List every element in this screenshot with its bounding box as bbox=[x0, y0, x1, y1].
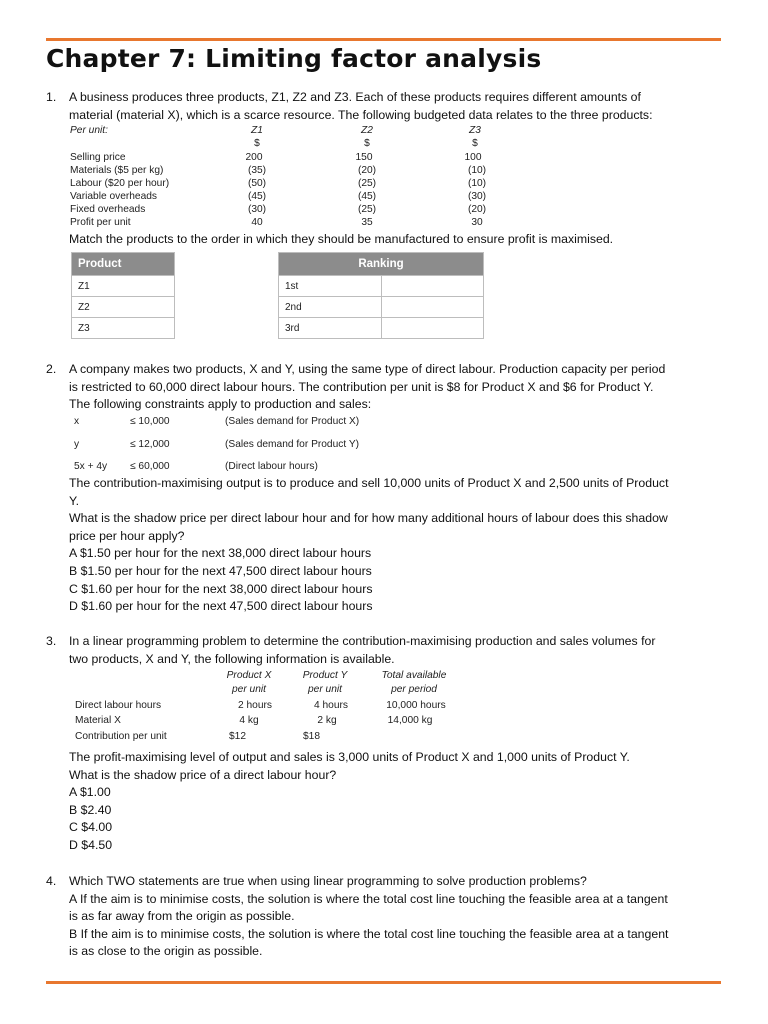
q3-cell: 14,000 kg bbox=[387, 715, 433, 726]
q4-option-b[interactable] bbox=[69, 926, 717, 961]
q2-option-d[interactable]: D $1.60 per hour for the next 47,500 direct labour hours bbox=[69, 599, 373, 614]
q3-row-label: Direct labour hours bbox=[75, 700, 162, 711]
q1-col-z3: Z3 bbox=[469, 125, 481, 136]
q2-line7: price per hour apply? bbox=[69, 528, 185, 543]
q1-cell: (45) bbox=[357, 191, 377, 202]
q1-intro-line2: material (material X), which is a scarce resource. The following budgeted data relates to the three products: bbox=[69, 107, 653, 122]
q1-cell: (45) bbox=[247, 191, 267, 202]
q1-product-table bbox=[71, 252, 175, 339]
q3-header: Total available bbox=[381, 670, 447, 681]
ranking-cell: 1st bbox=[279, 276, 382, 297]
q4-option-b-line2: is as close to the origin as possible. bbox=[69, 944, 263, 959]
product-cell: Z1 bbox=[72, 276, 175, 297]
q1-cell: (25) bbox=[357, 204, 377, 215]
q4-line1: Which TWO statements are true when using linear programming to solve production problems? bbox=[69, 874, 587, 888]
q1-row-label: Fixed overheads bbox=[70, 204, 146, 215]
q2-number: 2. bbox=[46, 362, 57, 376]
q1-cell: 30 bbox=[471, 217, 483, 228]
q3-header: Product X bbox=[226, 670, 272, 681]
q2-option-b[interactable]: B $1.50 per hour for the next 47,500 direct labour hours bbox=[69, 563, 372, 578]
bottom-rule bbox=[46, 981, 721, 984]
ranking-answer-cell[interactable] bbox=[382, 318, 484, 339]
q3-header-sub: per unit bbox=[232, 684, 266, 695]
q3-cell: $12 bbox=[229, 731, 246, 742]
q1-cell: (20) bbox=[467, 204, 487, 215]
q1-cur-z1: $ bbox=[254, 138, 260, 149]
q3-number: 3. bbox=[46, 634, 57, 648]
q2-option-c[interactable]: C $1.60 per hour for the next 38,000 direct labour hours bbox=[69, 581, 373, 596]
q1-row-label: Labour ($20 per hour) bbox=[70, 178, 170, 189]
q3-intro bbox=[69, 633, 717, 668]
q1-cell: (25) bbox=[357, 178, 377, 189]
q1-cell: (35) bbox=[247, 165, 267, 176]
q1-row-label: Variable overheads bbox=[70, 191, 158, 202]
q2-line5: Y. bbox=[69, 493, 80, 508]
q1-cell: 35 bbox=[361, 217, 373, 228]
q3-cell: 2 kg bbox=[317, 715, 337, 726]
ranking-cell: 3rd bbox=[279, 318, 382, 339]
q1-cell: (20) bbox=[357, 165, 377, 176]
q1-per-unit-label: Per unit: bbox=[70, 125, 108, 136]
constraint-desc: (Sales demand for Product X) bbox=[225, 416, 360, 427]
q1-cell: (30) bbox=[247, 204, 267, 215]
q1-cell: 200 bbox=[245, 152, 263, 163]
ranking-cell: 2nd bbox=[279, 297, 382, 318]
q3-option-c[interactable]: C $4.00 bbox=[69, 820, 113, 835]
q3-line1: In a linear programming problem to determine the contribution-maximising production and sales volumes for bbox=[69, 634, 656, 648]
q1-cell: (50) bbox=[247, 178, 267, 189]
q1-cell: (10) bbox=[467, 165, 487, 176]
q2-intro bbox=[69, 361, 717, 414]
q1-cur-z2: $ bbox=[364, 138, 370, 149]
q1-row-label: Selling price bbox=[70, 152, 126, 163]
q4-number: 4. bbox=[46, 874, 57, 888]
product-header: Product bbox=[72, 253, 175, 276]
q3-cell: 10,000 hours bbox=[386, 700, 446, 711]
q1-ranking-table bbox=[278, 252, 484, 339]
q3-cell: 4 kg bbox=[239, 715, 259, 726]
q3-header-sub: per unit bbox=[308, 684, 342, 695]
q2-line1: A company makes two products, X and Y, using the same type of direct labour. Production capacity per period bbox=[69, 362, 666, 376]
constraint-limit: ≤ 10,000 bbox=[130, 416, 170, 427]
q3-option-b[interactable]: B $2.40 bbox=[69, 802, 112, 817]
constraint-var: 5x + 4y bbox=[74, 461, 108, 472]
q4-option-a-line2: is as far away from the origin as possible. bbox=[69, 909, 295, 924]
q2-line3: The following constraints apply to production and sales: bbox=[69, 397, 372, 412]
product-cell: Z2 bbox=[72, 297, 175, 318]
q3-option-a[interactable]: A $1.00 bbox=[69, 785, 111, 800]
q1-intro-line1: A business produces three products, Z1, Z2 and Z3. Each of these products requires different amounts of bbox=[69, 90, 641, 104]
q3-header-sub: per period bbox=[391, 684, 437, 695]
q1-cell: 150 bbox=[355, 152, 373, 163]
q2-line2: is restricted to 60,000 direct labour hours. The contribution per unit is $8 for Product X and $6 for Product Y. bbox=[69, 379, 654, 394]
q4-option-a-line1: A If the aim is to minimise costs, the solution is where the total cost line touching the feasible area at a tangent bbox=[69, 891, 668, 906]
q2-line6: What is the shadow price per direct labour hour and for how many additional hours of labour does this shadow bbox=[69, 511, 668, 526]
q1-cur-z3: $ bbox=[472, 138, 478, 149]
top-rule bbox=[46, 38, 721, 41]
q1-col-z1: Z1 bbox=[251, 125, 263, 136]
q3-line2: two products, X and Y, the following information is available. bbox=[69, 651, 395, 666]
q3-line4: What is the shadow price of a direct labour hour? bbox=[69, 767, 337, 782]
q3-line3: The profit-maximising level of output and sales is 3,000 units of Product X and 1,000 units of Product Y. bbox=[69, 750, 630, 764]
q4-body bbox=[69, 873, 717, 961]
q3-option-d[interactable]: D $4.50 bbox=[69, 837, 113, 852]
page-title: Chapter 7: Limiting factor analysis bbox=[46, 44, 542, 73]
q1-cell: 40 bbox=[251, 217, 263, 228]
q3-cell: 4 hours bbox=[314, 700, 348, 711]
q3-cell: $18 bbox=[303, 731, 320, 742]
constraint-var: y bbox=[74, 439, 80, 450]
q2-body bbox=[69, 475, 717, 616]
q3-row-label: Contribution per unit bbox=[75, 731, 167, 742]
constraint-desc: (Sales demand for Product Y) bbox=[225, 439, 360, 450]
q1-match-text: Match the products to the order in which they should be manufactured to ensure profit is maximised. bbox=[69, 232, 614, 246]
q1-cell: (10) bbox=[467, 178, 487, 189]
q2-line4: The contribution-maximising output is to produce and sell 10,000 units of Product X and 2,500 units of Product bbox=[69, 476, 669, 490]
q2-option-a[interactable]: A $1.50 per hour for the next 38,000 direct labour hours bbox=[69, 546, 372, 561]
q3-cell: 2 hours bbox=[238, 700, 272, 711]
q4-option-b-line1: B If the aim is to minimise costs, the solution is where the total cost line touching the feasible area at a tangent bbox=[69, 926, 669, 941]
q3-body bbox=[69, 749, 717, 855]
constraint-limit: ≤ 60,000 bbox=[130, 461, 170, 472]
q1-intro bbox=[69, 89, 717, 124]
ranking-answer-cell[interactable] bbox=[382, 276, 484, 297]
constraint-desc: (Direct labour hours) bbox=[225, 461, 318, 472]
q3-header: Product Y bbox=[302, 670, 348, 681]
constraint-var: x bbox=[74, 416, 80, 427]
constraint-limit: ≤ 12,000 bbox=[130, 439, 170, 450]
q4-option-a[interactable] bbox=[69, 891, 717, 926]
product-cell: Z3 bbox=[72, 318, 175, 339]
q1-row-label: Materials ($5 per kg) bbox=[70, 165, 164, 176]
q1-col-z2: Z2 bbox=[361, 125, 373, 136]
ranking-answer-cell[interactable] bbox=[382, 297, 484, 318]
q3-row-label: Material X bbox=[75, 715, 121, 726]
ranking-header: Ranking bbox=[279, 253, 484, 276]
q1-cell: (30) bbox=[467, 191, 487, 202]
q1-row-label: Profit per unit bbox=[70, 217, 131, 228]
q1-number: 1. bbox=[46, 90, 57, 104]
q1-cell: 100 bbox=[464, 152, 482, 163]
